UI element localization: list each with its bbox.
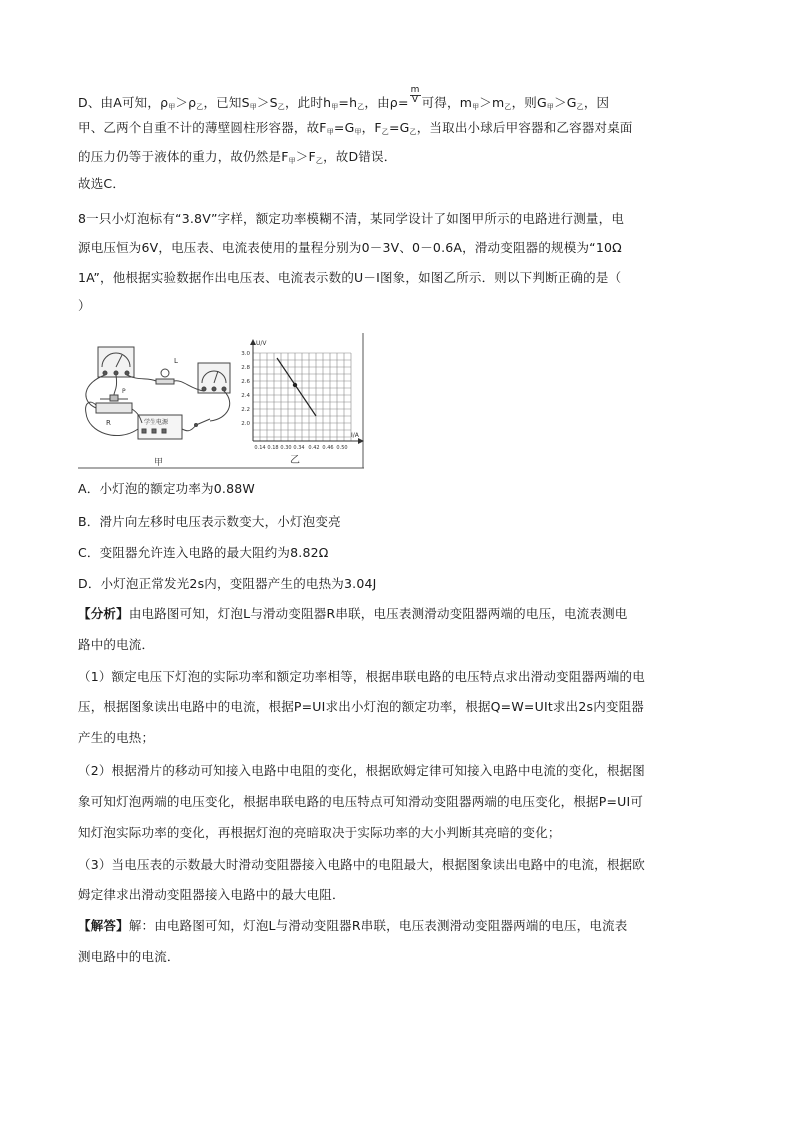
label-yi: 乙 <box>290 455 300 466</box>
analysis-line-8: 知灯泡实际功率的变化，再根据灯泡的亮暗取决于实际功率的大小判断其亮暗的变化； <box>78 825 561 840</box>
analysis-line-3: （1）额定电压下灯泡的实际功率和额定功率相等，根据串联电路的电压特点求出滑动变阻器两端的电 <box>78 669 645 684</box>
voltmeter-icon <box>98 347 134 377</box>
x-tick: 0.34 <box>293 445 305 451</box>
option-d-analysis-line-2: 甲、乙两个自重不计的薄壁圆柱形容器，故$F_甲=G_甲$，$F_乙=G_乙$，当取出小球后甲容器和乙容器对桌面 <box>78 120 633 136</box>
option-a: A．小灯泡的额定功率为0.88W <box>78 481 255 496</box>
y-tick: 3.0 <box>241 351 250 357</box>
ui-data-point <box>293 383 297 387</box>
switch-icon <box>195 419 211 427</box>
analysis-line-5: 产生的电热； <box>78 730 155 745</box>
label-jia: 甲 <box>154 458 164 468</box>
ui-graph <box>250 339 364 444</box>
analysis-line-9: （3）当电压表的示数最大时滑动变阻器接入电路中的电阻最大，根据图象读出电路中的电流，根据欧 <box>78 857 645 872</box>
lamp-icon <box>156 369 174 384</box>
x-tick: 0.46 <box>322 445 334 451</box>
analysis-line-10: 姆定律求出滑动变阻器接入电路中的最大电阻． <box>78 887 345 902</box>
question-line-1: 8一只小灯泡标有“3.8V”字样，额定功率模糊不清，某同学设计了如图甲所示的电路进行测量，电 <box>78 211 625 226</box>
x-tick: 0.14 <box>254 445 266 451</box>
x-tick: 0.18 <box>267 445 279 451</box>
option-d-analysis-line-1: D、由A可知，$\rho_甲>\rho_乙$，已知$S_甲>S_乙$，此时$h_甲=h_乙$，由ρ= $\frac{m}{V}$ 可得，$m_甲>m_乙$，则$G_甲>G_乙$，因 <box>78 85 610 111</box>
question-line-4: ） <box>78 298 91 313</box>
y-tick: 2.2 <box>241 407 250 413</box>
question-line-3: 1A”，他根据实验数据作出电压表、电流表示数的U－I图象，如图乙所示．则以下判断正确的是（ <box>78 270 622 285</box>
analysis-line-6: （2）根据滑片的移动可知接入电路中电阻的变化，根据欧姆定律可知接入电路中电流的变化，根据图 <box>78 763 645 778</box>
y-tick: 2.0 <box>241 421 250 427</box>
figure-svg <box>78 333 364 469</box>
power-supply-label: 学生电源 <box>144 419 169 426</box>
y-axis-label: U/V <box>256 340 267 347</box>
y-tick: 2.8 <box>241 365 250 371</box>
lamp-label: L <box>174 357 178 365</box>
density-fraction: $\frac{m}{V}$ <box>410 85 420 105</box>
ammeter-icon <box>198 363 230 393</box>
question-figure <box>78 333 364 469</box>
y-tick: 2.4 <box>241 393 250 399</box>
slider-label: P <box>122 388 126 395</box>
analysis-tag: 【分析】 <box>78 606 129 621</box>
analysis-line-4: 压，根据图象读出电路中的电流，根据P=UI求出小灯泡的额定功率，根据Q=W=UIt求出2s内变阻器 <box>78 699 644 714</box>
previous-answer-conclusion: 故选C． <box>78 176 126 191</box>
x-axis-label: I/A <box>351 432 359 439</box>
option-b: B．滑片向左移时电压表示数变大，小灯泡变亮 <box>78 514 341 529</box>
question-line-2: 源电压恒为6V，电压表、电流表使用的量程分别为0－3V、0－0.6A，滑动变阻器的规模为“10Ω <box>78 240 622 255</box>
analysis-line-2: 路中的电流． <box>78 637 155 652</box>
solution-line-1: 【解答】解：由电路图可知，灯泡L与滑动变阻器R串联，电压表测滑动变阻器两端的电压，电流表 <box>78 918 628 933</box>
option-d: D．小灯泡正常发光2s内，变阻器产生的电热为3.04J <box>78 576 377 591</box>
solution-tag: 【解答】 <box>78 918 129 933</box>
solution-line-2: 测电路中的电流． <box>78 949 180 964</box>
analysis-line-7: 象可知灯泡两端的电压变化，根据串联电路的电压特点可知滑动变阻器两端的电压变化，根据P=UI可 <box>78 794 644 809</box>
rheostat-label: R <box>106 419 111 427</box>
analysis-line-1: 【分析】由电路图可知，灯泡L与滑动变阻器R串联，电压表测滑动变阻器两端的电压，电流表测电 <box>78 606 628 621</box>
y-tick: 2.6 <box>241 379 250 385</box>
x-tick: 0.42 <box>308 445 320 451</box>
x-tick: 0.30 <box>280 445 292 451</box>
x-tick: 0.50 <box>336 445 348 451</box>
rheostat-icon <box>96 395 132 413</box>
option-c: C．变阻器允许连入电路的最大阻约为8.82Ω <box>78 545 329 560</box>
option-d-analysis-line-3: 的压力仍等于液体的重力，故仍然是$F_甲>F_乙$，故D错误． <box>78 149 397 165</box>
